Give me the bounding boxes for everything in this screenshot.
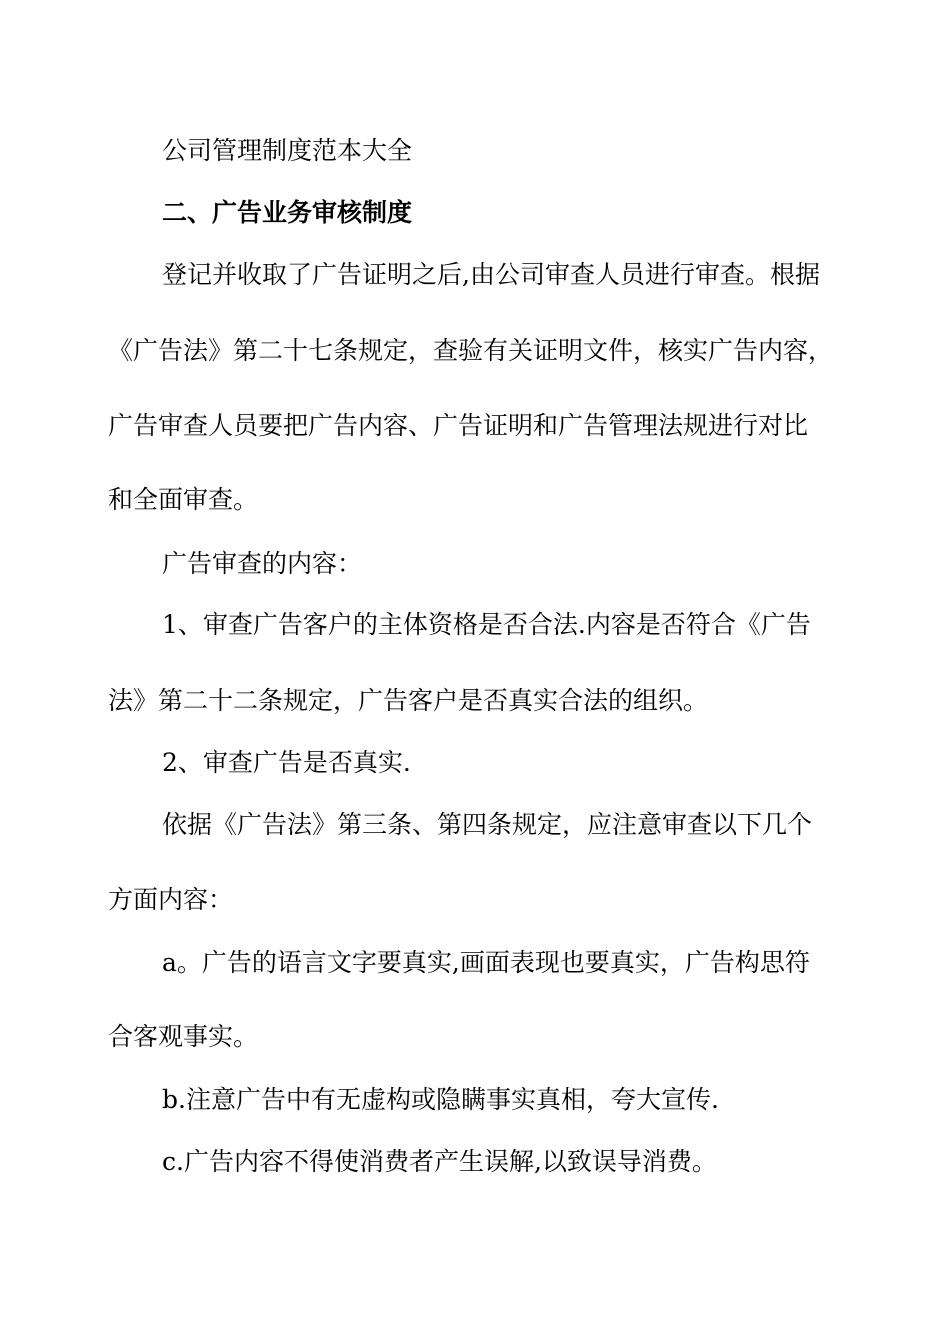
sub-point: a。广告的语言文字要真实,画面表现也要真实，广告构思符 <box>162 948 810 977</box>
paragraph-line: 登记并收取了广告证明之后,由公司审查人员进行审查。根据 <box>162 260 820 289</box>
list-item: 1、审查广告客户的主体资格是否合法.内容是否符合《广告 <box>162 610 811 639</box>
paragraph-line: 依据《广告法》第三条、第四条规定，应注意审查以下几个 <box>162 810 813 839</box>
document-header: 公司管理制度范本大全 <box>162 136 413 165</box>
sub-point-continuation: 合客观事实。 <box>108 1022 259 1051</box>
list-item-continuation: 法》第二十二条规定，广告客户是否真实合法的组织。 <box>108 686 709 715</box>
paragraph-line: 《广告法》第二十七条规定，查验有关证明文件，核实广告内容， <box>108 336 834 365</box>
paragraph-line: 方面内容： <box>108 885 234 914</box>
sub-point: b.注意广告中有无虚构或隐瞒事实真相，夸大宣传. <box>162 1085 719 1114</box>
list-item: 2、审查广告是否真实. <box>162 748 411 777</box>
sub-point: c.广告内容不得使消费者产生误解,以致误导消费。 <box>162 1147 717 1176</box>
section-title: 二、广告业务审核制度 <box>162 198 413 227</box>
paragraph-line: 和全面审查。 <box>108 485 259 514</box>
paragraph-line: 广告审查人员要把广告内容、广告证明和广告管理法规进行对比 <box>108 411 809 440</box>
review-heading: 广告审查的内容： <box>162 549 363 578</box>
